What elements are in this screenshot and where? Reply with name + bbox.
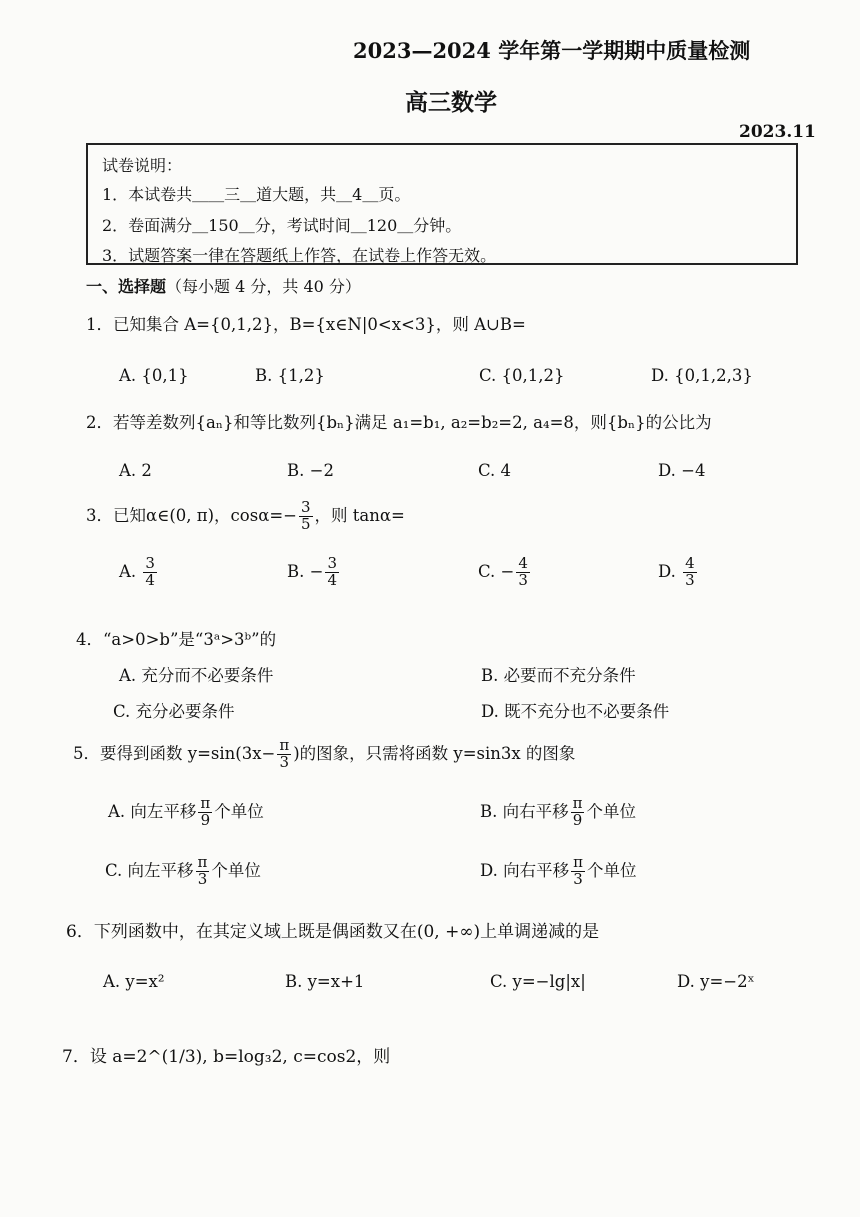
q5d-fraction bbox=[571, 855, 585, 888]
instructions-heading: 试卷说明： bbox=[102, 156, 183, 175]
q5a-post: 个单位 bbox=[214, 801, 264, 821]
question-2: 2．若等差数列{aₙ}和等比数列{bₙ}满足 a₁=b₁, a₂=b₂=2, a₄=8，则{bₙ}的公比为 bbox=[86, 413, 712, 432]
q5b-den: 9 bbox=[572, 810, 583, 829]
q4-option-a: A. 充分而不必要条件 bbox=[119, 666, 274, 685]
instructions-box bbox=[86, 143, 798, 265]
question-4: 4．“a>0>b”是“3ᵃ>3ᵇ”的 bbox=[76, 630, 277, 649]
q6-option-b: B. y=x+1 bbox=[285, 972, 365, 991]
section-note: （每小题 4 分，共 40 分） bbox=[166, 277, 361, 296]
q5d-num: π bbox=[573, 853, 583, 871]
q5-option-d bbox=[480, 855, 637, 888]
q1-option-b: B. {1,2} bbox=[255, 366, 325, 385]
q6-option-a: A. y=x² bbox=[103, 972, 165, 991]
q3b-den: 4 bbox=[327, 570, 337, 589]
q5c-fraction bbox=[196, 855, 210, 888]
q3-frac-num: 3 bbox=[301, 498, 311, 516]
q2-option-c: C. 4 bbox=[478, 461, 512, 480]
q1-option-c: C. {0,1,2} bbox=[479, 366, 565, 385]
q2-option-d: D. −4 bbox=[658, 461, 706, 480]
q3b-num: 3 bbox=[327, 554, 337, 572]
q3b-sign: − bbox=[309, 561, 324, 581]
q3c-num: 4 bbox=[518, 554, 528, 572]
q3-option-d bbox=[658, 556, 699, 589]
q5c-num: π bbox=[197, 853, 208, 871]
q5-stem-start: 5．要得到函数 y=sin(3x− bbox=[73, 743, 276, 763]
q3b-fraction bbox=[325, 556, 339, 589]
exam-date: 2023.11 bbox=[739, 122, 816, 142]
q3-option-a bbox=[119, 556, 159, 589]
q5-option-b bbox=[480, 796, 636, 829]
q5b-post: 个单位 bbox=[586, 801, 636, 821]
q5-frac-num: π bbox=[279, 736, 290, 754]
q5a-num: π bbox=[200, 794, 211, 812]
q5a-pre: A. 向左平移 bbox=[108, 801, 197, 821]
q3-option-b bbox=[287, 556, 341, 589]
q3-fraction bbox=[299, 500, 313, 533]
q5c-den: 3 bbox=[197, 869, 208, 888]
q3a-fraction bbox=[143, 556, 157, 589]
q5d-den: 3 bbox=[573, 869, 583, 888]
q3d-label: D. bbox=[658, 561, 676, 581]
q3-stem-end: ，则 tanα= bbox=[314, 505, 405, 525]
q4-option-c: C. 充分必要条件 bbox=[113, 702, 235, 721]
instructions-line-3: 3．试题答案一律在答题纸上作答，在试卷上作答无效。 bbox=[102, 246, 497, 265]
q5d-pre: D. 向右平移 bbox=[480, 860, 570, 880]
instructions-line-1: 1．本试卷共＿＿三＿道大题，共＿4＿页。 bbox=[102, 185, 411, 204]
q5a-fraction bbox=[198, 796, 212, 829]
question-5 bbox=[73, 738, 575, 771]
question-6: 6．下列函数中，在其定义域上既是偶函数又在(0, +∞)上单调递减的是 bbox=[66, 922, 600, 942]
q3a-den: 4 bbox=[145, 570, 155, 589]
q5b-pre: B. 向右平移 bbox=[480, 801, 569, 821]
q5b-num: π bbox=[572, 794, 583, 812]
q6-option-d: D. y=−2ˣ bbox=[677, 972, 755, 991]
exam-subtitle: 高三数学 bbox=[405, 89, 497, 116]
q3-frac-den: 5 bbox=[301, 514, 311, 533]
q5-frac-den: 3 bbox=[279, 752, 290, 771]
q5-option-a bbox=[108, 796, 264, 829]
q3d-fraction bbox=[683, 556, 697, 589]
q5-stem-end: )的图象，只需将函数 y=sin3x 的图象 bbox=[293, 743, 576, 763]
q1-option-d: D. {0,1,2,3} bbox=[651, 366, 753, 385]
q3a-label: A. bbox=[119, 561, 137, 581]
q3c-fraction bbox=[516, 556, 530, 589]
question-3 bbox=[86, 500, 405, 533]
instructions-line-2: 2．卷面满分＿150＿分，考试时间＿120＿分钟。 bbox=[102, 216, 462, 235]
q3a-num: 3 bbox=[145, 554, 155, 572]
q5d-post: 个单位 bbox=[587, 860, 637, 880]
q3c-sign: − bbox=[500, 561, 515, 581]
q3-option-c bbox=[478, 556, 532, 589]
q5c-post: 个单位 bbox=[211, 860, 261, 880]
exam-title: 2023—2024 学年第一学期期中质量检测 bbox=[353, 38, 751, 63]
q3d-num: 4 bbox=[685, 554, 695, 572]
q3-stem-start: 3．已知α∈(0, π)，cosα=− bbox=[86, 505, 297, 525]
q1-option-a: A. {0,1} bbox=[119, 366, 189, 385]
q5a-den: 9 bbox=[200, 810, 211, 829]
q4-option-d: D. 既不充分也不必要条件 bbox=[481, 702, 670, 721]
q5-fraction bbox=[277, 738, 291, 771]
q3c-label: C. bbox=[478, 561, 496, 581]
q5-option-c bbox=[105, 855, 261, 888]
q3b-label: B. bbox=[287, 561, 305, 581]
q6-option-c: C. y=−lg|x| bbox=[490, 972, 586, 991]
section-heading bbox=[86, 274, 361, 297]
q2-option-b: B. −2 bbox=[287, 461, 334, 480]
q3c-den: 3 bbox=[518, 570, 528, 589]
q2-option-a: A. 2 bbox=[119, 461, 152, 480]
q5b-fraction bbox=[571, 796, 585, 829]
question-1: 1．已知集合 A={0,1,2}，B={x∈N|0<x<3}，则 A∪B= bbox=[86, 315, 526, 334]
question-7: 7．设 a=2^(1/3), b=log₃2, c=cos2，则 bbox=[62, 1047, 391, 1067]
q4-option-b: B. 必要而不充分条件 bbox=[481, 666, 636, 685]
q3d-den: 3 bbox=[685, 570, 695, 589]
section-title: 一、选择题 bbox=[86, 277, 167, 296]
q5c-pre: C. 向左平移 bbox=[105, 860, 194, 880]
